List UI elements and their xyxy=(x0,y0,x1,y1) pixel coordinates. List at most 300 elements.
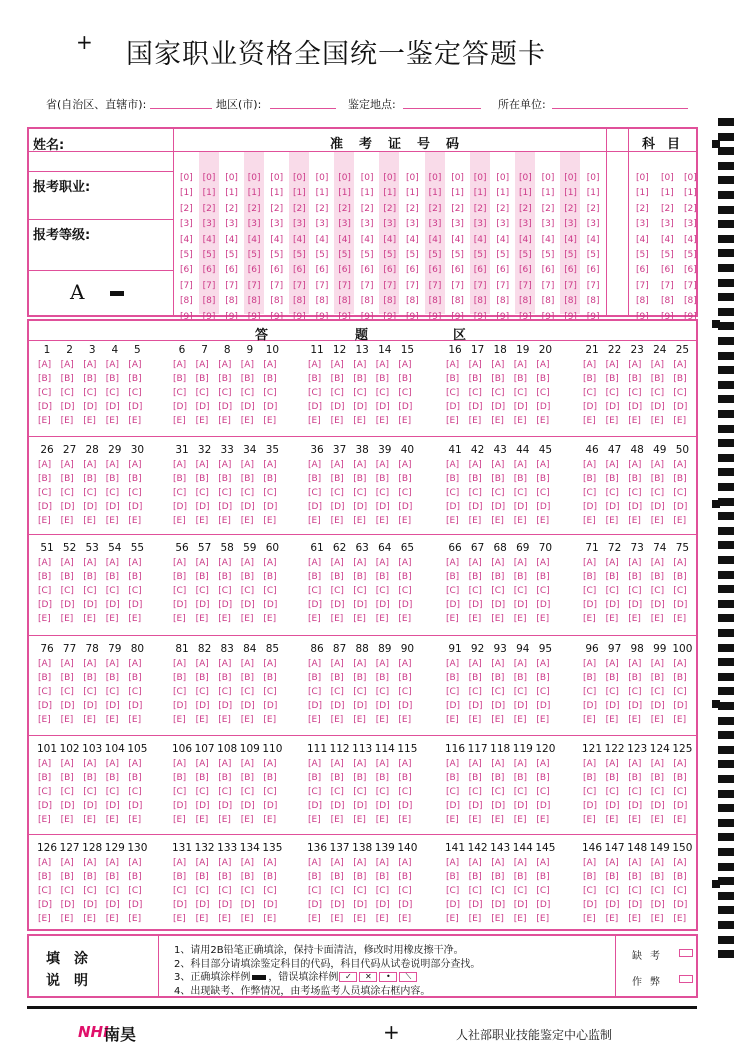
answer-bubble[interactable]: [C] xyxy=(491,586,505,596)
digit-bubble[interactable]: [5] xyxy=(496,250,510,260)
answer-bubble[interactable]: [E] xyxy=(536,614,550,624)
digit-bubble[interactable]: [4] xyxy=(473,234,487,245)
digit-bubble[interactable]: [3] xyxy=(293,219,306,230)
answer-bubble[interactable]: [D] xyxy=(38,600,52,610)
answer-bubble[interactable]: [E] xyxy=(263,516,277,526)
answer-bubble[interactable]: [D] xyxy=(468,502,483,512)
answer-bubble[interactable]: [A] xyxy=(330,759,344,769)
answer-bubble[interactable]: [B] xyxy=(605,872,619,882)
answer-bubble[interactable]: [A] xyxy=(105,858,119,868)
digit-bubble[interactable]: [8] xyxy=(428,296,442,307)
digit-bubble[interactable]: [6] xyxy=(428,265,442,276)
answer-bubble[interactable]: [E] xyxy=(218,914,231,924)
unit-field[interactable] xyxy=(552,108,688,109)
answer-bubble[interactable]: [C] xyxy=(330,687,344,697)
answer-bubble[interactable]: [A] xyxy=(446,759,460,769)
digit-bubble[interactable]: [3] xyxy=(383,219,397,230)
answer-bubble[interactable]: [C] xyxy=(673,687,687,697)
digit-bubble[interactable]: [3] xyxy=(473,219,487,230)
answer-bubble[interactable]: [D] xyxy=(605,402,620,412)
answer-bubble[interactable]: [C] xyxy=(673,787,687,797)
answer-bubble[interactable]: [E] xyxy=(446,815,459,825)
answer-bubble[interactable]: [A] xyxy=(605,858,619,868)
answer-bubble[interactable]: [D] xyxy=(491,900,506,910)
digit-bubble[interactable]: [7] xyxy=(202,280,216,291)
answer-bubble[interactable]: [B] xyxy=(446,572,460,582)
answer-bubble[interactable]: [E] xyxy=(628,914,641,924)
answer-bubble[interactable]: [E] xyxy=(375,416,389,426)
answer-bubble[interactable]: [E] xyxy=(446,914,459,924)
answer-bubble[interactable]: [D] xyxy=(83,701,98,711)
answer-bubble[interactable]: [E] xyxy=(583,516,596,526)
answer-bubble[interactable]: [B] xyxy=(605,673,619,683)
answer-bubble[interactable]: [A] xyxy=(491,858,505,868)
answer-bubble[interactable]: [B] xyxy=(308,374,322,384)
answer-bubble[interactable]: [B] xyxy=(308,673,322,683)
answer-bubble[interactable]: [D] xyxy=(330,801,345,811)
answer-bubble[interactable]: [A] xyxy=(240,460,254,470)
digit-bubble[interactable]: [4] xyxy=(428,234,442,245)
digit-bubble[interactable]: [4] xyxy=(586,234,600,245)
answer-bubble[interactable]: [B] xyxy=(673,773,687,783)
digit-bubble[interactable]: [1] xyxy=(338,188,351,199)
answer-bubble[interactable]: [B] xyxy=(353,572,367,582)
answer-bubble[interactable]: [B] xyxy=(605,572,619,582)
answer-bubble[interactable]: [B] xyxy=(605,374,619,384)
answer-bubble[interactable]: [E] xyxy=(105,516,119,526)
answer-bubble[interactable]: [E] xyxy=(240,815,254,825)
digit-bubble[interactable]: [0] xyxy=(270,173,284,183)
answer-bubble[interactable]: [E] xyxy=(173,416,186,426)
digit-bubble[interactable]: [5] xyxy=(225,250,238,260)
answer-bubble[interactable]: [D] xyxy=(673,900,688,910)
answer-bubble[interactable]: [D] xyxy=(263,900,278,910)
answer-bubble[interactable]: [A] xyxy=(605,659,619,669)
answer-bubble[interactable]: [D] xyxy=(83,402,98,412)
digit-bubble[interactable]: [4] xyxy=(564,234,577,245)
answer-bubble[interactable]: [E] xyxy=(398,815,412,825)
digit-bubble[interactable]: [5] xyxy=(293,250,306,260)
answer-bubble[interactable]: [E] xyxy=(650,815,664,825)
answer-bubble[interactable]: [B] xyxy=(195,374,209,384)
digit-bubble[interactable]: [5] xyxy=(428,250,442,260)
answer-bubble[interactable]: [B] xyxy=(173,872,187,882)
digit-bubble[interactable]: [7] xyxy=(180,280,193,291)
answer-bubble[interactable]: [D] xyxy=(173,801,187,811)
answer-bubble[interactable]: [A] xyxy=(583,558,597,568)
answer-bubble[interactable]: [B] xyxy=(513,773,527,783)
answer-bubble[interactable]: [E] xyxy=(583,416,596,426)
answer-bubble[interactable]: [B] xyxy=(38,374,52,384)
answer-bubble[interactable]: [B] xyxy=(513,572,527,582)
answer-bubble[interactable]: [B] xyxy=(240,572,254,582)
digit-bubble[interactable]: [9] xyxy=(225,311,238,322)
answer-bubble[interactable]: [E] xyxy=(398,516,412,526)
answer-bubble[interactable]: [D] xyxy=(83,600,98,610)
digit-bubble[interactable]: [6] xyxy=(564,265,577,276)
answer-bubble[interactable]: [D] xyxy=(536,801,551,811)
digit-bubble[interactable]: [0] xyxy=(519,173,532,183)
digit-bubble[interactable]: [1] xyxy=(225,188,238,199)
digit-bubble[interactable]: [8] xyxy=(451,296,464,307)
answer-bubble[interactable]: [D] xyxy=(173,402,187,412)
digit-bubble[interactable]: [3] xyxy=(247,219,261,230)
answer-bubble[interactable]: [B] xyxy=(60,773,74,783)
digit-bubble[interactable]: [4] xyxy=(541,234,555,245)
digit-bubble[interactable]: [0] xyxy=(383,173,397,183)
answer-bubble[interactable]: [B] xyxy=(628,872,642,882)
digit-bubble[interactable]: [6] xyxy=(360,265,374,276)
answer-bubble[interactable]: [B] xyxy=(628,474,642,484)
answer-bubble[interactable]: [B] xyxy=(536,673,550,683)
answer-bubble[interactable]: [E] xyxy=(240,715,254,725)
answer-bubble[interactable]: [E] xyxy=(491,516,504,526)
digit-bubble[interactable]: [0] xyxy=(338,173,351,183)
digit-bubble[interactable]: [6] xyxy=(247,265,261,276)
answer-bubble[interactable]: [C] xyxy=(173,488,187,498)
answer-bubble[interactable]: [E] xyxy=(536,516,550,526)
digit-bubble[interactable]: [1] xyxy=(247,188,261,199)
answer-bubble[interactable]: [A] xyxy=(583,659,597,669)
answer-bubble[interactable]: [B] xyxy=(650,673,664,683)
answer-bubble[interactable]: [C] xyxy=(468,586,482,596)
answer-bubble[interactable]: [E] xyxy=(583,815,596,825)
answer-bubble[interactable]: [D] xyxy=(628,900,643,910)
answer-bubble[interactable]: [D] xyxy=(491,600,506,610)
answer-bubble[interactable]: [C] xyxy=(513,388,528,398)
answer-bubble[interactable]: [D] xyxy=(583,600,597,610)
answer-bubble[interactable]: [B] xyxy=(468,673,482,683)
answer-bubble[interactable]: [C] xyxy=(308,586,322,596)
digit-bubble[interactable]: [9] xyxy=(293,311,306,322)
answer-bubble[interactable]: [B] xyxy=(398,773,412,783)
answer-bubble[interactable]: [E] xyxy=(195,914,209,924)
answer-bubble[interactable]: [A] xyxy=(628,858,642,868)
answer-bubble[interactable]: [D] xyxy=(491,701,506,711)
answer-bubble[interactable]: [B] xyxy=(650,474,664,484)
answer-bubble[interactable]: [C] xyxy=(491,886,505,896)
answer-bubble[interactable]: [C] xyxy=(446,488,460,498)
answer-bubble[interactable]: [C] xyxy=(468,687,482,697)
digit-bubble[interactable]: [4] xyxy=(202,234,216,245)
answer-bubble[interactable]: [B] xyxy=(60,872,74,882)
answer-bubble[interactable]: [D] xyxy=(105,600,120,610)
answer-bubble[interactable]: [B] xyxy=(353,673,367,683)
answer-bubble[interactable]: [A] xyxy=(491,659,505,669)
answer-bubble[interactable]: [A] xyxy=(60,360,74,370)
answer-bubble[interactable]: [B] xyxy=(650,773,664,783)
answer-bubble[interactable]: [E] xyxy=(536,715,550,725)
answer-bubble[interactable]: [E] xyxy=(536,914,550,924)
digit-bubble[interactable]: [6] xyxy=(406,265,419,276)
answer-bubble[interactable]: [B] xyxy=(583,773,597,783)
answer-bubble[interactable]: [E] xyxy=(330,516,344,526)
answer-bubble[interactable]: [C] xyxy=(583,488,597,498)
answer-bubble[interactable]: [B] xyxy=(468,474,482,484)
answer-bubble[interactable]: [A] xyxy=(673,659,687,669)
digit-bubble[interactable]: [9] xyxy=(684,311,697,322)
answer-bubble[interactable]: [D] xyxy=(60,502,75,512)
answer-bubble[interactable]: [D] xyxy=(330,402,345,412)
answer-bubble[interactable]: [B] xyxy=(375,673,389,683)
digit-bubble[interactable]: [7] xyxy=(315,280,329,291)
answer-bubble[interactable]: [E] xyxy=(330,715,344,725)
answer-bubble[interactable]: [D] xyxy=(218,801,233,811)
digit-bubble[interactable]: [2] xyxy=(451,203,464,214)
answer-bubble[interactable]: [B] xyxy=(60,572,74,582)
answer-bubble[interactable]: [D] xyxy=(536,502,551,512)
answer-bubble[interactable]: [E] xyxy=(605,815,619,825)
answer-bubble[interactable]: [B] xyxy=(240,474,254,484)
answer-bubble[interactable]: [B] xyxy=(375,374,389,384)
digit-bubble[interactable]: [4] xyxy=(684,234,697,245)
digit-bubble[interactable]: [9] xyxy=(564,311,577,322)
answer-bubble[interactable]: [C] xyxy=(263,787,277,797)
answer-bubble[interactable]: [B] xyxy=(673,572,687,582)
answer-bubble[interactable]: [A] xyxy=(38,460,52,470)
answer-bubble[interactable]: [B] xyxy=(446,474,460,484)
digit-bubble[interactable]: [6] xyxy=(180,265,193,276)
digit-bubble[interactable]: [8] xyxy=(338,296,351,307)
digit-bubble[interactable]: [6] xyxy=(202,265,216,276)
answer-bubble[interactable]: [E] xyxy=(105,715,119,725)
answer-bubble[interactable]: [E] xyxy=(60,914,74,924)
digit-bubble[interactable]: [8] xyxy=(684,296,697,307)
answer-bubble[interactable]: [C] xyxy=(398,586,412,596)
answer-bubble[interactable]: [B] xyxy=(218,673,232,683)
answer-bubble[interactable]: [C] xyxy=(195,687,209,697)
answer-bubble[interactable]: [D] xyxy=(605,701,620,711)
digit-bubble[interactable]: [6] xyxy=(270,265,284,276)
answer-bubble[interactable]: [C] xyxy=(536,586,550,596)
answer-bubble[interactable]: [E] xyxy=(650,914,664,924)
answer-bubble[interactable]: [E] xyxy=(240,416,254,426)
digit-bubble[interactable]: [4] xyxy=(315,234,329,245)
answer-bubble[interactable]: [A] xyxy=(398,659,412,669)
answer-bubble[interactable]: [B] xyxy=(263,474,277,484)
answer-bubble[interactable]: [D] xyxy=(353,900,368,910)
answer-bubble[interactable]: [A] xyxy=(536,858,550,868)
digit-bubble[interactable]: [9] xyxy=(636,311,649,322)
answer-bubble[interactable]: [A] xyxy=(605,360,619,370)
answer-bubble[interactable]: [E] xyxy=(491,815,504,825)
answer-bubble[interactable]: [B] xyxy=(263,572,277,582)
answer-bubble[interactable]: [E] xyxy=(308,715,321,725)
answer-bubble[interactable]: [B] xyxy=(240,872,254,882)
digit-bubble[interactable]: [0] xyxy=(473,173,487,183)
answer-bubble[interactable]: [B] xyxy=(536,872,550,882)
answer-bubble[interactable]: [C] xyxy=(398,388,412,398)
answer-bubble[interactable]: [C] xyxy=(605,388,619,398)
answer-bubble[interactable]: [E] xyxy=(263,914,277,924)
digit-bubble[interactable]: [8] xyxy=(225,296,238,307)
answer-bubble[interactable]: [E] xyxy=(105,815,119,825)
answer-bubble[interactable]: [E] xyxy=(468,416,482,426)
digit-bubble[interactable]: [6] xyxy=(383,265,397,276)
answer-bubble[interactable]: [B] xyxy=(105,773,119,783)
answer-bubble[interactable]: [C] xyxy=(628,488,642,498)
answer-bubble[interactable]: [C] xyxy=(446,886,460,896)
answer-bubble[interactable]: [B] xyxy=(60,673,74,683)
answer-bubble[interactable]: [C] xyxy=(673,488,687,498)
digit-bubble[interactable]: [9] xyxy=(496,311,510,322)
answer-bubble[interactable]: [A] xyxy=(673,858,687,868)
digit-bubble[interactable]: [9] xyxy=(202,311,216,322)
answer-bubble[interactable]: [A] xyxy=(105,460,119,470)
answer-bubble[interactable]: [B] xyxy=(195,872,209,882)
digit-bubble[interactable]: [4] xyxy=(496,234,510,245)
digit-bubble[interactable]: [3] xyxy=(360,219,374,230)
answer-bubble[interactable]: [D] xyxy=(513,801,528,811)
answer-bubble[interactable]: [B] xyxy=(173,374,187,384)
answer-bubble[interactable]: [E] xyxy=(673,614,687,624)
digit-bubble[interactable]: [9] xyxy=(586,311,600,322)
answer-bubble[interactable]: [A] xyxy=(536,360,550,370)
answer-bubble[interactable]: [A] xyxy=(128,558,142,568)
digit-bubble[interactable]: [8] xyxy=(519,296,532,307)
answer-bubble[interactable]: [E] xyxy=(38,914,51,924)
answer-bubble[interactable]: [A] xyxy=(513,759,527,769)
digit-bubble[interactable]: [6] xyxy=(636,265,649,276)
answer-bubble[interactable]: [B] xyxy=(353,773,367,783)
answer-bubble[interactable]: [C] xyxy=(38,687,52,697)
answer-bubble[interactable]: [D] xyxy=(605,900,620,910)
answer-bubble[interactable]: [D] xyxy=(468,402,483,412)
answer-bubble[interactable]: [A] xyxy=(468,460,482,470)
answer-bubble[interactable]: [A] xyxy=(263,659,277,669)
answer-bubble[interactable]: [B] xyxy=(195,673,209,683)
answer-bubble[interactable]: [A] xyxy=(38,659,52,669)
answer-bubble[interactable]: [A] xyxy=(83,558,97,568)
answer-bubble[interactable]: [A] xyxy=(173,360,187,370)
answer-bubble[interactable]: [C] xyxy=(650,687,665,697)
answer-bubble[interactable]: [B] xyxy=(605,773,619,783)
digit-bubble[interactable]: [5] xyxy=(360,250,374,260)
answer-bubble[interactable]: [E] xyxy=(240,914,254,924)
answer-bubble[interactable]: [B] xyxy=(673,374,687,384)
digit-bubble[interactable]: [0] xyxy=(180,173,193,183)
answer-bubble[interactable]: [C] xyxy=(353,886,367,896)
answer-bubble[interactable]: [D] xyxy=(240,402,255,412)
answer-bubble[interactable]: [B] xyxy=(468,773,482,783)
answer-bubble[interactable]: [A] xyxy=(491,759,505,769)
digit-bubble[interactable]: [7] xyxy=(406,280,419,291)
answer-bubble[interactable]: [A] xyxy=(605,759,619,769)
digit-bubble[interactable]: [3] xyxy=(519,219,532,230)
digit-bubble[interactable]: [0] xyxy=(247,173,261,183)
answer-bubble[interactable]: [C] xyxy=(60,687,74,697)
province-field[interactable] xyxy=(150,108,212,109)
answer-bubble[interactable]: [D] xyxy=(536,402,551,412)
answer-bubble[interactable]: [A] xyxy=(240,360,254,370)
answer-bubble[interactable]: [C] xyxy=(536,787,550,797)
answer-bubble[interactable]: [B] xyxy=(446,673,460,683)
digit-bubble[interactable]: [7] xyxy=(247,280,261,291)
answer-bubble[interactable]: [E] xyxy=(491,715,504,725)
digit-bubble[interactable]: [3] xyxy=(586,219,600,230)
digit-bubble[interactable]: [5] xyxy=(661,250,674,260)
answer-bubble[interactable]: [E] xyxy=(105,914,119,924)
digit-bubble[interactable]: [8] xyxy=(315,296,329,307)
answer-bubble[interactable]: [B] xyxy=(308,572,322,582)
answer-bubble[interactable]: [A] xyxy=(240,659,254,669)
answer-bubble[interactable]: [E] xyxy=(60,715,74,725)
answer-bubble[interactable]: [B] xyxy=(83,572,97,582)
answer-bubble[interactable]: [B] xyxy=(263,673,277,683)
answer-bubble[interactable]: [D] xyxy=(375,701,390,711)
answer-bubble[interactable]: [C] xyxy=(128,488,142,498)
digit-bubble[interactable]: [7] xyxy=(270,280,284,291)
answer-bubble[interactable]: [D] xyxy=(446,801,460,811)
digit-bubble[interactable]: [7] xyxy=(564,280,577,291)
answer-bubble[interactable]: [D] xyxy=(240,900,255,910)
answer-bubble[interactable]: [C] xyxy=(398,687,412,697)
answer-bubble[interactable]: [A] xyxy=(536,659,550,669)
digit-bubble[interactable]: [7] xyxy=(661,280,674,291)
answer-bubble[interactable]: [A] xyxy=(105,360,119,370)
digit-bubble[interactable]: [2] xyxy=(360,203,374,214)
answer-bubble[interactable]: [C] xyxy=(513,687,528,697)
answer-bubble[interactable]: [D] xyxy=(308,600,322,610)
answer-bubble[interactable]: [E] xyxy=(60,516,74,526)
answer-bubble[interactable]: [A] xyxy=(83,858,97,868)
answer-bubble[interactable]: [C] xyxy=(583,886,597,896)
answer-bubble[interactable]: [D] xyxy=(650,502,665,512)
answer-bubble[interactable]: [B] xyxy=(105,673,119,683)
answer-bubble[interactable]: [C] xyxy=(605,586,619,596)
site-field[interactable] xyxy=(403,108,481,109)
answer-bubble[interactable]: [E] xyxy=(468,516,482,526)
answer-bubble[interactable]: [D] xyxy=(60,701,75,711)
answer-bubble[interactable]: [A] xyxy=(536,759,550,769)
answer-bubble[interactable]: [B] xyxy=(650,374,664,384)
answer-bubble[interactable]: [E] xyxy=(446,715,459,725)
answer-bubble[interactable]: [B] xyxy=(583,872,597,882)
answer-bubble[interactable]: [A] xyxy=(218,558,232,568)
answer-bubble[interactable]: [A] xyxy=(128,759,142,769)
answer-bubble[interactable]: [E] xyxy=(128,715,142,725)
digit-bubble[interactable]: [0] xyxy=(315,173,329,183)
answer-bubble[interactable]: [D] xyxy=(105,900,120,910)
answer-bubble[interactable]: [A] xyxy=(263,360,277,370)
answer-bubble[interactable]: [B] xyxy=(218,572,232,582)
answer-bubble[interactable]: [E] xyxy=(673,715,687,725)
answer-bubble[interactable]: [C] xyxy=(330,787,344,797)
digit-bubble[interactable]: [6] xyxy=(541,265,555,276)
digit-bubble[interactable]: [9] xyxy=(180,311,193,322)
digit-bubble[interactable]: [5] xyxy=(519,250,532,260)
answer-bubble[interactable]: [C] xyxy=(173,687,187,697)
digit-bubble[interactable]: [0] xyxy=(225,173,238,183)
digit-bubble[interactable]: [2] xyxy=(586,203,600,214)
answer-bubble[interactable]: [C] xyxy=(240,886,255,896)
answer-bubble[interactable]: [C] xyxy=(83,586,97,596)
answer-bubble[interactable]: [E] xyxy=(446,516,459,526)
answer-bubble[interactable]: [C] xyxy=(195,388,209,398)
answer-bubble[interactable]: [B] xyxy=(218,374,232,384)
answer-bubble[interactable]: [E] xyxy=(605,914,619,924)
answer-bubble[interactable]: [E] xyxy=(353,516,366,526)
answer-bubble[interactable]: [E] xyxy=(513,715,527,725)
answer-bubble[interactable]: [C] xyxy=(353,586,367,596)
answer-bubble[interactable]: [D] xyxy=(195,801,210,811)
answer-bubble[interactable]: [A] xyxy=(446,659,460,669)
digit-bubble[interactable]: [1] xyxy=(202,188,216,199)
answer-bubble[interactable]: [B] xyxy=(240,673,254,683)
answer-bubble[interactable]: [E] xyxy=(650,614,664,624)
answer-bubble[interactable]: [D] xyxy=(673,801,688,811)
answer-bubble[interactable]: [E] xyxy=(491,614,504,624)
